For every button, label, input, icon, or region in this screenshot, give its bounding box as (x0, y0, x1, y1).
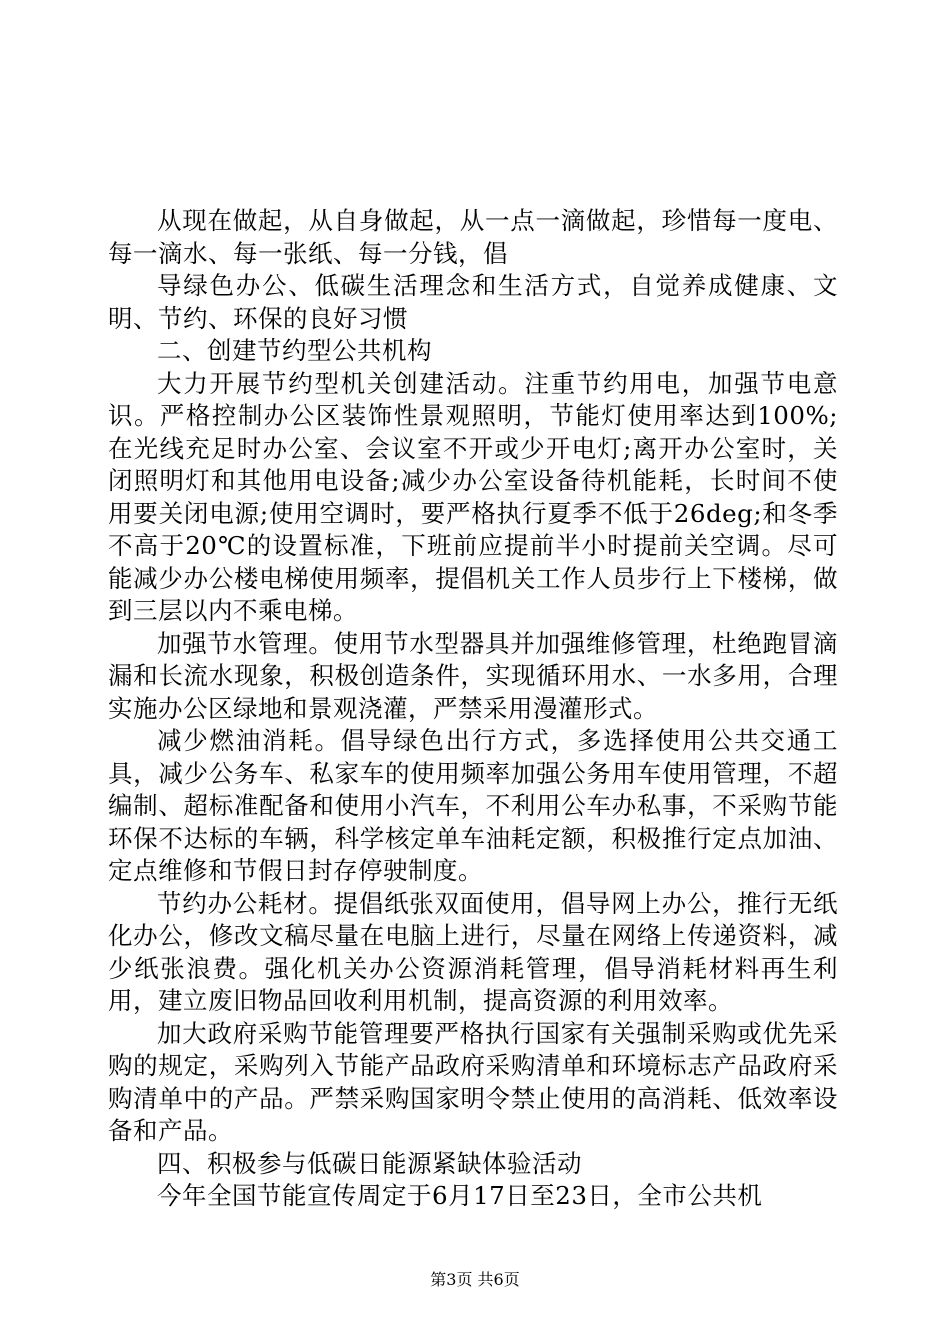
page-number-footer: 第3页 共6页 (430, 1270, 520, 1289)
section-heading-4: 四、积极参与低碳日能源紧缺体验活动 (157, 1148, 582, 1178)
paragraph-energy-week: 今年全国节能宣传周定于6月17日至23日，全市公共机 (157, 1181, 763, 1210)
paragraph-intro-part2: 导绿色办公、低碳生活理念和生活方式，自觉养成健康、文明、节约、环保的良好习惯 (108, 271, 838, 333)
paragraph-office-supplies: 节约办公耗材。提倡纸张双面使用，倡导网上办公，推行无纸化办公，修改文稿尽量在电脑上进行，尽量在网络上传递资料，减少纸张浪费。强化机关办公资源消耗管理，倡导消耗材料再生利用，建立废旧物品回收利用机制，提高资源的利用效率。 (108, 888, 838, 1015)
paragraph-electricity: 大力开展节约型机关创建活动。注重节约用电，加强节电意识。严格控制办公区装饰性景观照明，节能灯使用率达到100%;在光线充足时办公室、会议室不开或少开电灯;离开办公室时，关闭照明灯和其他用电设备;减少办公室设备待机能耗，长时间不使用要关闭电源;使用空调时，要严格执行夏季不低于26deg;和冬季不高于20℃的设置标准，下班前应提前半小时提前关空调。尽可能减少办公楼电梯使用频率，提倡机关工作人员步行上下楼梯，做到三层以内不乘电梯。 (108, 368, 838, 625)
paragraph-procurement: 加大政府采购节能管理要严格执行国家有关强制采购或优先采购的规定，采购列入节能产品政府采购清单和环境标志产品政府采购清单中的产品。严禁采购国家明令禁止使用的高消耗、低效率设备和产品。 (108, 1018, 838, 1145)
section-heading-2: 二、创建节约型公共机构 (157, 336, 432, 365)
paragraph-fuel: 减少燃油消耗。倡导绿色出行方式，多选择使用公共交通工具，减少公务车、私家车的使用频率加强公务用车使用管理，不超编制、超标准配备和使用小汽车，不利用公车办私事，不采购节能环保不达标的车辆，科学核定单车油耗定额，积极推行定点加油、定点维修和节假日封存停驶制度。 (108, 726, 838, 885)
document-body (108, 205, 838, 1213)
paragraph-water: 加强节水管理。使用节水型器具并加强维修管理，杜绝跑冒滴漏和长流水现象，积极创造条件，实现循环用水、一水多用，合理实施办公区绿地和景观浇灌，严禁采用漫灌形式。 (108, 628, 838, 723)
paragraph-intro-part1: 从现在做起，从自身做起，从一点一滴做起，珍惜每一度电、每一滴水、每一张纸、每一分钱，倡 (108, 206, 838, 268)
